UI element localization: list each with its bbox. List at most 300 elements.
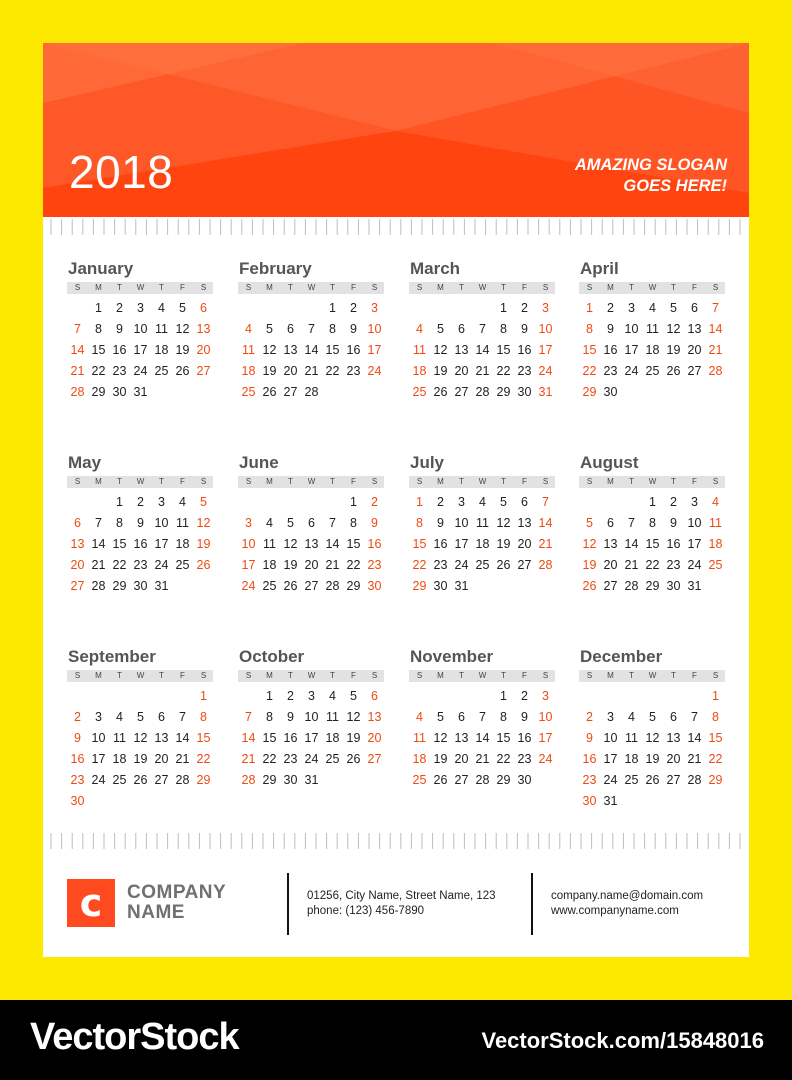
day-cell: 20	[454, 364, 469, 378]
day-cell: 9	[137, 516, 144, 530]
day-cell: 2	[670, 495, 677, 509]
email: company.name@domain.com	[551, 890, 704, 902]
day-cell: 5	[266, 322, 273, 336]
day-cell: 3	[245, 516, 252, 530]
address-block	[307, 889, 496, 919]
month-march	[409, 258, 555, 420]
day-cell: 23	[582, 773, 597, 787]
day-cell: 23	[133, 558, 148, 572]
weekday-label: W	[307, 283, 316, 292]
day-cell: 24	[154, 558, 169, 572]
day-cell: 1	[586, 301, 593, 315]
day-cell: 16	[582, 752, 597, 766]
day-cell: 29	[496, 773, 511, 787]
day-cell: 4	[479, 495, 486, 509]
weekday-header	[579, 282, 725, 294]
day-cell: 25	[475, 558, 490, 572]
day-cell: 29	[112, 579, 127, 593]
day-cell: 11	[646, 322, 659, 336]
weekday-label: F	[351, 477, 356, 486]
header-banner	[43, 43, 749, 217]
day-cell: 6	[458, 710, 465, 724]
day-cell: 31	[603, 794, 618, 808]
day-cell: 27	[367, 752, 382, 766]
day-cell: 25	[708, 558, 723, 572]
day-cell: 28	[708, 364, 723, 378]
day-cell: 12	[582, 537, 597, 551]
day-cell: 20	[687, 343, 702, 357]
day-cell: 22	[496, 364, 511, 378]
day-cell: 15	[262, 731, 277, 745]
weekday-label: S	[200, 477, 207, 486]
day-cell: 18	[412, 364, 427, 378]
day-cell: 21	[241, 752, 256, 766]
day-cell: 2	[74, 710, 81, 724]
day-cell: 6	[691, 301, 698, 315]
day-cell: 11	[413, 731, 426, 745]
phone: phone: (123) 456-7890	[307, 905, 425, 917]
address: 01256, City Name, Street Name, 123	[307, 890, 496, 902]
web-block	[551, 889, 703, 919]
day-cell: 30	[133, 579, 148, 593]
weekday-label: S	[542, 477, 549, 486]
weekday-label: W	[478, 671, 487, 680]
day-cell: 25	[112, 773, 127, 787]
day-cell: 3	[628, 301, 635, 315]
day-cell: 25	[412, 385, 427, 399]
day-cell: 7	[479, 322, 486, 336]
day-cell: 7	[245, 710, 252, 724]
day-cell: 22	[412, 558, 427, 572]
day-cell: 10	[367, 322, 382, 336]
day-cell: 9	[670, 516, 677, 530]
weekday-label: T	[501, 477, 506, 486]
month-name: December	[580, 647, 663, 666]
day-cell: 13	[687, 322, 702, 336]
month-september	[67, 646, 213, 808]
day-cell: 12	[262, 343, 277, 357]
day-cell: 17	[241, 558, 256, 572]
day-cell: 20	[454, 752, 469, 766]
day-cell: 5	[437, 322, 444, 336]
weekday-label: W	[136, 283, 145, 292]
day-cell: 4	[266, 516, 273, 530]
day-cell: 21	[175, 752, 190, 766]
day-cell: 3	[137, 301, 144, 315]
weekday-label: S	[74, 477, 81, 486]
day-cell: 7	[329, 516, 336, 530]
weekday-label: M	[266, 477, 273, 486]
day-cell: 15	[645, 537, 660, 551]
calendar-page	[43, 43, 749, 957]
day-cell: 14	[538, 516, 553, 530]
weekday-label: T	[330, 671, 335, 680]
weekday-label: T	[330, 477, 335, 486]
day-cell: 13	[666, 731, 681, 745]
day-cell: 24	[624, 364, 639, 378]
year-title: 2018	[69, 146, 174, 198]
month-august	[579, 452, 725, 614]
day-cell: 18	[154, 343, 169, 357]
weekday-label: S	[74, 671, 81, 680]
day-cell: 28	[70, 385, 85, 399]
days-grid	[238, 294, 384, 420]
day-cell: 8	[500, 710, 507, 724]
day-cell: 3	[607, 710, 614, 724]
day-cell: 9	[521, 322, 528, 336]
day-cell: 28	[91, 579, 106, 593]
day-cell: 8	[649, 516, 656, 530]
month-february	[238, 258, 384, 420]
day-cell: 28	[475, 773, 490, 787]
weekday-label: T	[159, 283, 164, 292]
day-cell: 4	[179, 495, 186, 509]
day-cell: 19	[666, 343, 681, 357]
day-cell: 7	[179, 710, 186, 724]
day-cell: 27	[154, 773, 169, 787]
day-cell: 28	[687, 773, 702, 787]
weekday-label: S	[542, 283, 549, 292]
day-cell: 27	[454, 773, 469, 787]
day-cell: 13	[154, 731, 169, 745]
day-cell: 31	[304, 773, 319, 787]
day-cell: 29	[346, 579, 361, 593]
day-cell: 12	[496, 516, 511, 530]
day-cell: 22	[645, 558, 660, 572]
day-cell: 6	[74, 516, 81, 530]
day-cell: 15	[112, 537, 127, 551]
day-cell: 9	[371, 516, 378, 530]
day-cell: 16	[433, 537, 448, 551]
day-cell: 28	[538, 558, 553, 572]
day-cell: 7	[628, 516, 635, 530]
day-cell: 16	[112, 343, 127, 357]
day-cell: 18	[241, 364, 256, 378]
day-cell: 8	[266, 710, 273, 724]
day-cell: 11	[242, 343, 255, 357]
day-cell: 23	[603, 364, 618, 378]
days-grid	[409, 294, 555, 420]
day-cell: 16	[70, 752, 85, 766]
day-cell: 9	[74, 731, 81, 745]
day-cell: 11	[113, 731, 126, 745]
day-cell: 30	[433, 579, 448, 593]
weekday-label: T	[501, 671, 506, 680]
day-cell: 14	[708, 322, 723, 336]
day-cell: 15	[412, 537, 427, 551]
day-cell: 4	[712, 495, 719, 509]
day-cell: 24	[367, 364, 382, 378]
weekday-label: S	[712, 671, 719, 680]
day-cell: 17	[624, 343, 639, 357]
day-cell: 6	[371, 689, 378, 703]
day-cell: 19	[433, 752, 448, 766]
day-cell: 18	[645, 343, 660, 357]
website: www.companyname.com	[551, 905, 679, 917]
day-cell: 14	[687, 731, 702, 745]
day-cell: 22	[582, 364, 597, 378]
day-cell: 28	[175, 773, 190, 787]
day-cell: 13	[517, 516, 532, 530]
weekday-header	[409, 670, 555, 682]
day-cell: 27	[304, 579, 319, 593]
weekday-label: S	[200, 671, 207, 680]
weekday-label: W	[307, 671, 316, 680]
day-cell: 20	[367, 731, 382, 745]
day-cell: 30	[112, 385, 127, 399]
day-cell: 1	[649, 495, 656, 509]
day-cell: 19	[346, 731, 361, 745]
weekday-header	[409, 476, 555, 488]
day-cell: 30	[517, 773, 532, 787]
day-cell: 31	[154, 579, 169, 593]
day-cell: 16	[517, 343, 532, 357]
weekday-label: T	[330, 283, 335, 292]
day-cell: 19	[175, 343, 190, 357]
day-cell: 11	[155, 322, 168, 336]
watermark-bar	[0, 1000, 792, 1080]
day-cell: 30	[367, 579, 382, 593]
footer-divider-1	[287, 873, 289, 935]
day-cell: 3	[691, 495, 698, 509]
day-cell: 21	[475, 364, 490, 378]
day-cell: 23	[283, 752, 298, 766]
watermark-brand: VectorStock	[30, 1016, 239, 1058]
day-cell: 28	[475, 385, 490, 399]
weekday-label: T	[288, 283, 293, 292]
weekday-label: S	[712, 477, 719, 486]
day-cell: 18	[624, 752, 639, 766]
day-cell: 1	[116, 495, 123, 509]
watermark-url: VectorStock.com/15848016	[481, 1028, 764, 1053]
day-cell: 19	[433, 364, 448, 378]
day-cell: 26	[496, 558, 511, 572]
day-cell: 17	[454, 537, 469, 551]
day-cell: 19	[196, 537, 211, 551]
weekday-label: T	[159, 671, 164, 680]
month-name: March	[410, 259, 461, 278]
day-cell: 10	[687, 516, 702, 530]
weekday-label: M	[95, 671, 102, 680]
day-cell: 8	[350, 516, 357, 530]
day-cell: 24	[304, 752, 319, 766]
day-cell: 31	[454, 579, 469, 593]
day-cell: 13	[304, 537, 319, 551]
day-cell: 30	[517, 385, 532, 399]
day-cell: 23	[346, 364, 361, 378]
day-cell: 17	[687, 537, 702, 551]
day-cell: 12	[666, 322, 681, 336]
day-cell: 26	[283, 579, 298, 593]
month-name: September	[68, 647, 156, 666]
day-cell: 4	[628, 710, 635, 724]
day-cell: 19	[133, 752, 148, 766]
day-cell: 22	[325, 364, 340, 378]
days-grid	[67, 682, 213, 808]
day-cell: 27	[517, 558, 532, 572]
day-cell: 19	[496, 537, 511, 551]
slogan	[575, 155, 727, 197]
day-cell: 19	[645, 752, 660, 766]
weekday-label: M	[437, 283, 444, 292]
weekday-label: W	[648, 283, 657, 292]
day-cell: 8	[500, 322, 507, 336]
day-cell: 21	[475, 752, 490, 766]
day-cell: 10	[154, 516, 169, 530]
weekday-label: S	[371, 671, 378, 680]
day-cell: 27	[196, 364, 211, 378]
day-cell: 23	[433, 558, 448, 572]
day-cell: 9	[287, 710, 294, 724]
day-cell: 12	[196, 516, 211, 530]
day-cell: 3	[308, 689, 315, 703]
month-name: May	[68, 453, 102, 472]
weekday-label: T	[671, 477, 676, 486]
company-name-line-1: COMPANY	[127, 882, 227, 903]
day-cell: 21	[91, 558, 106, 572]
day-cell: 12	[175, 322, 190, 336]
day-cell: 6	[458, 322, 465, 336]
month-name: November	[410, 647, 494, 666]
weekday-label: T	[671, 283, 676, 292]
day-cell: 26	[433, 773, 448, 787]
day-cell: 23	[112, 364, 127, 378]
month-april	[579, 258, 725, 420]
footer	[43, 863, 749, 957]
weekday-label: T	[117, 477, 122, 486]
day-cell: 2	[437, 495, 444, 509]
weekday-label: T	[117, 671, 122, 680]
weekday-label: M	[95, 283, 102, 292]
day-cell: 3	[542, 689, 549, 703]
weekday-header	[409, 282, 555, 294]
day-cell: 13	[196, 322, 211, 336]
day-cell: 28	[241, 773, 256, 787]
weekday-label: M	[437, 477, 444, 486]
day-cell: 10	[603, 731, 618, 745]
weekday-label: S	[245, 283, 252, 292]
day-cell: 7	[712, 301, 719, 315]
day-cell: 13	[283, 343, 298, 357]
binding-ticks-top	[43, 219, 749, 235]
day-cell: 26	[196, 558, 211, 572]
day-cell: 24	[687, 558, 702, 572]
day-cell: 6	[607, 516, 614, 530]
weekday-label: S	[416, 671, 423, 680]
day-cell: 14	[475, 731, 490, 745]
weekday-label: T	[629, 671, 634, 680]
day-cell: 20	[70, 558, 85, 572]
day-cell: 28	[624, 579, 639, 593]
day-cell: 3	[371, 301, 378, 315]
day-cell: 29	[412, 579, 427, 593]
weekday-label: W	[648, 477, 657, 486]
day-cell: 5	[350, 689, 357, 703]
day-cell: 26	[666, 364, 681, 378]
day-cell: 10	[454, 516, 469, 530]
weekday-label: T	[459, 671, 464, 680]
day-cell: 4	[416, 710, 423, 724]
weekday-label: M	[607, 671, 614, 680]
day-cell: 17	[154, 537, 169, 551]
day-cell: 14	[91, 537, 106, 551]
day-cell: 5	[649, 710, 656, 724]
day-cell: 4	[245, 322, 252, 336]
day-cell: 16	[346, 343, 361, 357]
day-cell: 15	[346, 537, 361, 551]
day-cell: 5	[179, 301, 186, 315]
weekday-label: M	[607, 283, 614, 292]
day-cell: 7	[95, 516, 102, 530]
day-cell: 1	[712, 689, 719, 703]
day-cell: 26	[262, 385, 277, 399]
logo-letter: c	[79, 881, 103, 925]
weekday-label: S	[416, 477, 423, 486]
day-cell: 28	[304, 385, 319, 399]
day-cell: 3	[458, 495, 465, 509]
day-cell: 22	[112, 558, 127, 572]
weekday-label: S	[371, 477, 378, 486]
weekday-label: T	[459, 477, 464, 486]
day-cell: 3	[158, 495, 165, 509]
day-cell: 28	[325, 579, 340, 593]
weekday-label: S	[74, 283, 81, 292]
weekday-label: F	[180, 283, 185, 292]
day-cell: 19	[283, 558, 298, 572]
day-cell: 20	[603, 558, 618, 572]
day-cell: 15	[582, 343, 597, 357]
day-cell: 18	[262, 558, 277, 572]
day-cell: 25	[412, 773, 427, 787]
weekday-label: F	[351, 283, 356, 292]
day-cell: 26	[346, 752, 361, 766]
weekday-header	[579, 670, 725, 682]
day-cell: 29	[262, 773, 277, 787]
weekday-label: M	[437, 671, 444, 680]
day-cell: 11	[709, 516, 722, 530]
weekday-label: S	[200, 283, 207, 292]
weekday-label: T	[288, 477, 293, 486]
day-cell: 25	[241, 385, 256, 399]
day-cell: 17	[367, 343, 382, 357]
month-june	[238, 452, 384, 614]
day-cell: 2	[521, 301, 528, 315]
day-cell: 15	[196, 731, 211, 745]
weekday-header	[238, 670, 384, 682]
weekday-label: F	[522, 283, 527, 292]
day-cell: 10	[91, 731, 106, 745]
day-cell: 21	[304, 364, 319, 378]
day-cell: 18	[708, 537, 723, 551]
day-cell: 20	[666, 752, 681, 766]
day-cell: 29	[91, 385, 106, 399]
month-october	[238, 646, 384, 808]
day-cell: 4	[116, 710, 123, 724]
day-cell: 13	[367, 710, 382, 724]
day-cell: 8	[329, 322, 336, 336]
day-cell: 10	[241, 537, 256, 551]
day-cell: 14	[475, 343, 490, 357]
weekday-label: T	[629, 283, 634, 292]
days-grid	[579, 682, 725, 808]
day-cell: 18	[112, 752, 127, 766]
day-cell: 25	[154, 364, 169, 378]
slogan-line-1: AMAZING SLOGAN	[574, 156, 727, 174]
day-cell: 15	[496, 343, 511, 357]
days-grid	[238, 488, 384, 614]
day-cell: 8	[200, 710, 207, 724]
day-cell: 6	[287, 322, 294, 336]
